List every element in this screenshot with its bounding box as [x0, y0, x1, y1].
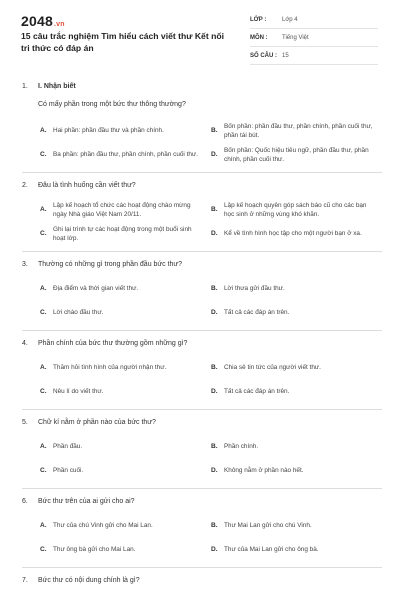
meta-label: SỐ CÂU :: [250, 52, 277, 59]
option-text: Phần đầu.: [53, 443, 83, 451]
question-list: [22, 82, 382, 586]
option-text: Thư ông bà gửi cho Mai Lan.: [53, 546, 136, 554]
question-2: [22, 181, 382, 252]
meta-row-class: [250, 11, 378, 29]
question-text: Bức thư có nội dung chính là gì?: [38, 577, 140, 584]
option-text: Chia sẻ tin tức của người viết thư.: [224, 364, 321, 372]
divider: [22, 172, 382, 173]
option-c[interactable]: [40, 223, 211, 245]
option-text: Lời thưa gửi đầu thư.: [224, 285, 285, 293]
option-text: Kể về tình hình học tập cho một người bạn ở xa.: [224, 230, 362, 238]
option-text: Thư của chú Vinh gửi cho Mai Lan.: [53, 522, 153, 530]
question-text: Phần chính của bức thư thường gồm những gì?: [38, 340, 188, 347]
option-letter: C.: [40, 309, 47, 317]
option-letter: A.: [40, 206, 47, 214]
question-number: 7.: [22, 577, 28, 584]
option-letter: B.: [211, 364, 218, 372]
option-d[interactable]: [211, 460, 382, 482]
option-d[interactable]: [211, 381, 382, 403]
option-text: Nêu lí do viết thư.: [53, 388, 104, 396]
option-letter: D.: [211, 230, 218, 238]
option-text: Bốn phần: phần đầu thư, phần chính, phần cuối thư, phần tái bút.: [224, 122, 373, 139]
option-d[interactable]: [211, 302, 382, 324]
option-a[interactable]: [40, 120, 211, 142]
option-c[interactable]: [40, 144, 211, 166]
meta-value: 15: [282, 52, 289, 59]
question-number: 6.: [22, 498, 28, 505]
question-3: [22, 260, 382, 331]
option-letter: A.: [40, 364, 47, 372]
option-c[interactable]: [40, 302, 211, 324]
section-heading: I. Nhận biết: [38, 83, 76, 90]
question-text: Thường có những gì trong phần đầu bức thư?: [38, 261, 182, 268]
option-letter: B.: [211, 206, 218, 214]
option-letter: D.: [211, 388, 218, 396]
option-text: Ba phần: phần đầu thư, phần chính, phần cuối thư.: [53, 151, 199, 159]
option-text: Thư Mai Lan gửi cho chú Vinh.: [224, 522, 312, 530]
question-text: Có mấy phần trong một bức thư thông thường?: [38, 101, 186, 108]
divider: [22, 330, 382, 331]
option-d[interactable]: [211, 144, 382, 166]
option-c[interactable]: [40, 460, 211, 482]
option-letter: A.: [40, 127, 47, 135]
option-c[interactable]: [40, 381, 211, 403]
meta-value: Tiếng Việt: [282, 34, 309, 41]
option-text: Lập kế hoạch quyên góp sách báo cũ cho các bạn học sinh ở những vùng khó khăn.: [224, 201, 367, 218]
divider: [22, 488, 382, 489]
option-letter: A.: [40, 285, 47, 293]
option-a[interactable]: [40, 278, 211, 300]
question-number: 2.: [22, 182, 28, 189]
option-b[interactable]: [211, 436, 382, 458]
option-b[interactable]: [211, 199, 382, 221]
option-letter: C.: [40, 151, 47, 159]
question-text: Chữ kí nằm ở phần nào của bức thư?: [38, 419, 156, 426]
option-b[interactable]: [211, 357, 382, 379]
divider: [22, 567, 382, 568]
option-text: Lời chào đầu thư.: [53, 309, 104, 317]
option-letter: B.: [211, 443, 218, 451]
question-6: [22, 497, 382, 568]
meta-value: Lớp 4: [282, 16, 298, 23]
option-text: Không nằm ở phần nào hết.: [224, 467, 304, 475]
question-4: [22, 339, 382, 410]
option-letter: B.: [211, 522, 218, 530]
question-number: 3.: [22, 261, 28, 268]
option-letter: D.: [211, 309, 218, 317]
option-letter: A.: [40, 443, 47, 451]
question-number: 4.: [22, 340, 28, 347]
option-text: Hai phần: phần đầu thư và phần chính.: [53, 127, 164, 135]
logo-suffix: .vn: [53, 21, 65, 28]
option-letter: C.: [40, 230, 47, 238]
question-1: [22, 82, 382, 173]
option-letter: A.: [40, 522, 47, 530]
option-text: Phần chính.: [224, 443, 259, 451]
option-c[interactable]: [40, 539, 211, 561]
logo-main: 2048: [21, 13, 53, 29]
option-d[interactable]: [211, 223, 382, 245]
option-a[interactable]: [40, 199, 211, 221]
option-text: Thăm hỏi tình hình của người nhận thư.: [53, 364, 167, 372]
meta-label: LỚP :: [250, 16, 267, 23]
option-b[interactable]: [211, 278, 382, 300]
meta-row-count: [250, 47, 378, 65]
meta-label: MÔN :: [250, 34, 268, 41]
option-letter: C.: [40, 388, 47, 396]
option-letter: D.: [211, 151, 218, 159]
option-a[interactable]: [40, 515, 211, 537]
question-number: 5.: [22, 419, 28, 426]
question-5: [22, 418, 382, 489]
option-b[interactable]: [211, 120, 382, 142]
question-7: [22, 576, 382, 586]
option-text: Bốn phần: Quốc hiệu tiêu ngữ, phần đầu thư, phần chính, phần cuối thư.: [224, 146, 369, 163]
option-letter: C.: [40, 546, 47, 554]
option-letter: D.: [211, 546, 218, 554]
option-a[interactable]: [40, 357, 211, 379]
option-d[interactable]: [211, 539, 382, 561]
option-text: Phần cuối.: [53, 467, 84, 475]
option-text: Địa điểm và thời gian viết thư.: [53, 285, 139, 293]
option-text: Tất cả các đáp án trên.: [224, 388, 290, 396]
option-letter: B.: [211, 285, 218, 293]
option-letter: C.: [40, 467, 47, 475]
divider: [22, 409, 382, 410]
question-number: 1.: [22, 83, 28, 90]
option-letter: B.: [211, 127, 218, 135]
site-logo[interactable]: [21, 13, 65, 29]
metadata-box: [250, 11, 378, 65]
question-text: Bức thư trên của ai gửi cho ai?: [38, 498, 135, 505]
question-text: Đâu là tình huống cần viết thư?: [38, 182, 136, 189]
option-text: Ghi lại trình tự các hoạt động trong một buổi sinh hoạt lớp.: [53, 225, 192, 242]
option-text: Tất cả các đáp án trên.: [224, 309, 290, 317]
option-b[interactable]: [211, 515, 382, 537]
option-letter: D.: [211, 467, 218, 475]
meta-row-subject: [250, 29, 378, 47]
divider: [22, 251, 382, 252]
option-a[interactable]: [40, 436, 211, 458]
option-text: Lập kế hoạch tổ chức các hoạt động chào mừng ngày Nhà giáo Việt Nam 20/11.: [53, 201, 191, 218]
document-title: 15 câu trắc nghiệm Tìm hiểu cách viết thư Kết nối tri thức có đáp án: [21, 31, 224, 53]
option-text: Thư của Mai Lan gửi cho ông bà.: [224, 546, 319, 554]
